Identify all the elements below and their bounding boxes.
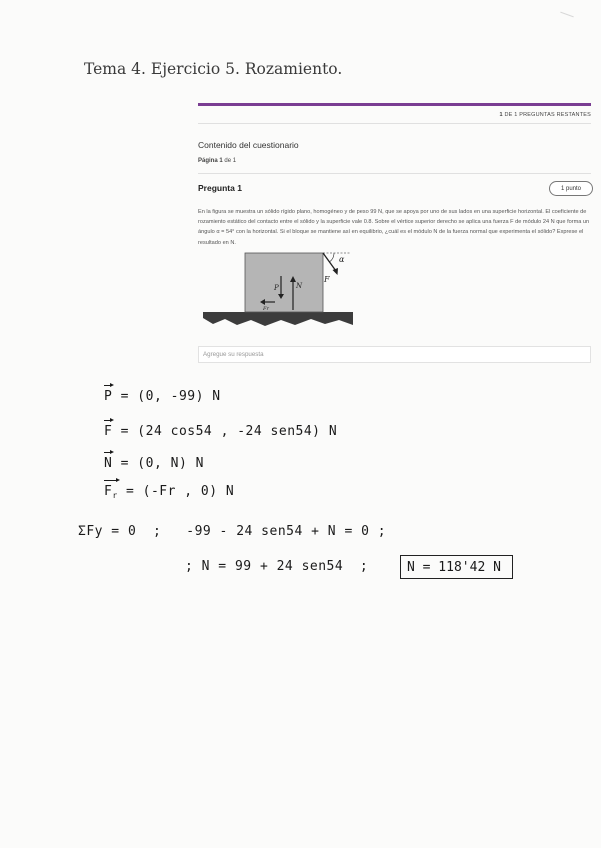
quiz-heading: Contenido del cuestionario <box>198 140 299 150</box>
progress-count: 1 <box>499 112 503 118</box>
handwritten-weight-vector <box>104 389 221 404</box>
progress-bar <box>198 103 591 106</box>
weight-label: P <box>274 284 279 292</box>
handwritten-friction-vector <box>104 484 234 500</box>
progress-label: DE 1 PREGUNTAS RESTANTES <box>502 112 591 118</box>
alpha-label: α <box>339 255 345 264</box>
vector-symbol-fr-main: F <box>104 484 113 499</box>
weight-vector-expression: = (0, -99) N <box>112 389 221 404</box>
page-suffix: de 1 <box>222 158 237 164</box>
vector-symbol-n: N <box>104 456 113 471</box>
friction-vector-expression: = (-Fr , 0) N <box>117 484 235 499</box>
handwritten-normal-solution: ; N = 99 + 24 sen54 ; <box>185 559 369 574</box>
divider <box>198 123 591 124</box>
force-arrow <box>323 253 338 275</box>
vector-symbol-f: F <box>104 424 113 439</box>
progress-fill <box>198 103 591 106</box>
problem-figure <box>203 250 363 330</box>
force-label: F <box>324 275 330 284</box>
handwritten-equilibrium-equation: ΣFy = 0 ; -99 - 24 sen54 + N = 0 ; <box>78 524 387 539</box>
answer-input[interactable]: Agregue su respuesta <box>198 346 591 363</box>
question-title: Pregunta 1 <box>198 183 242 193</box>
scan-mark <box>560 12 573 18</box>
question-text: En la figura se muestra un sólido rígido plano, homogéneo y de peso 99 N, que se apoya por uno de sus lados en una superficie horizontal. El coeficiente de rozamiento estático del contacto entre el sólido y la superficie vale 0.8. Sobre el vértice superior derecho se aplica una fuerza F de módulo 24 N que forma un ángulo α = 54° con la horizontal. Si el bloque se mantiene así en equilibrio, ¿cuál es el módulo N de la fuerza normal que experimenta el sólido? Exprese el resultado en N. <box>198 209 590 246</box>
force-vector-expression: = (24 cos54 , -24 sen54) N <box>112 424 338 439</box>
vector-symbol-p: P <box>104 389 113 404</box>
handwritten-result-box: N = 118'42 N <box>400 555 513 579</box>
progress-status <box>500 112 592 118</box>
vector-symbol-fr-sub: r <box>112 491 118 500</box>
handwritten-normal-vector <box>104 456 204 471</box>
normal-vector-expression: = (0, N) N <box>112 456 204 471</box>
solid-block <box>245 253 323 312</box>
angle-arc <box>330 253 335 262</box>
page-info <box>198 158 236 164</box>
handwritten-force-vector <box>104 424 337 439</box>
points-badge: 1 punto <box>549 181 593 196</box>
document-title: Tema 4. Ejercicio 5. Rozamiento. <box>84 60 343 78</box>
page-label: Página 1 <box>198 158 223 164</box>
divider <box>198 173 591 174</box>
normal-label: N <box>296 282 303 290</box>
vector-symbol-fr <box>104 484 118 500</box>
friction-label: Fr <box>263 306 269 312</box>
ground-surface <box>203 312 353 326</box>
